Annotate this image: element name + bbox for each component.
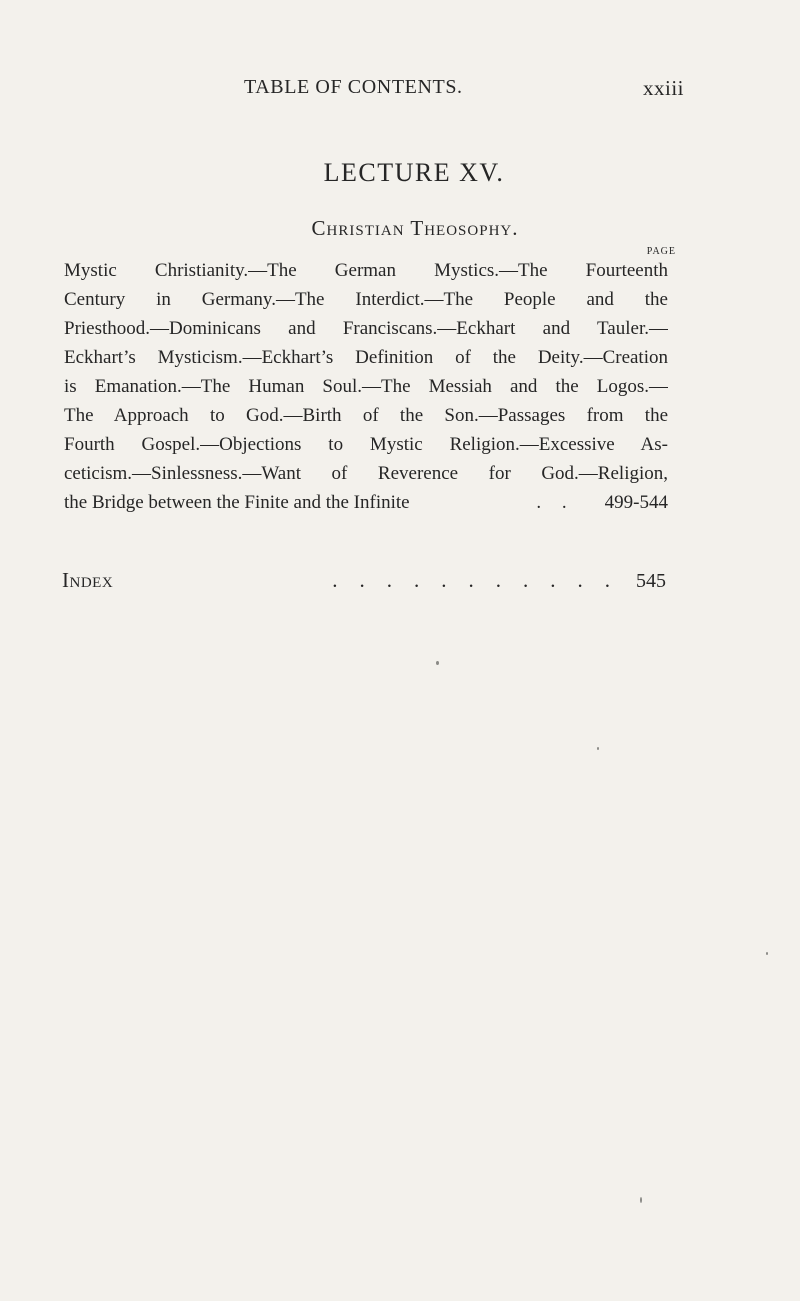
index-entry xyxy=(62,568,666,600)
paper-speck xyxy=(436,661,439,665)
summary-line: Century in Germany.—The Interdict.—The People and the xyxy=(64,289,668,310)
leader-dots: ........... xyxy=(332,568,632,592)
paper-speck xyxy=(640,1197,642,1203)
lecture-title: LECTURE XV. xyxy=(323,158,505,187)
lecture-summary xyxy=(64,256,668,517)
page-number: xxiii xyxy=(642,76,684,100)
running-head xyxy=(244,76,684,104)
index-page-number: 545 xyxy=(636,570,666,592)
page-range: 499-544 xyxy=(604,492,668,513)
summary-last-line-text: the Bridge between the Finite and the Infinite xyxy=(64,492,410,513)
summary-line: is Emanation.—The Human Soul.—The Messiah and the Logos.— xyxy=(64,376,668,397)
summary-line: Mystic Christianity.—The German Mystics.—The Fourteenth xyxy=(64,260,668,281)
running-title: TABLE OF CONTENTS. xyxy=(244,76,463,98)
summary-last-line xyxy=(64,488,668,517)
summary-line: Priesthood.—Dominicans and Franciscans.—Eckhart and Tauler.— xyxy=(64,318,668,339)
paper-speck xyxy=(766,952,768,955)
summary-line: Fourth Gospel.—Objections to Mystic Religion.—Excessive As- xyxy=(64,434,668,455)
summary-line: The Approach to God.—Birth of the Son.—Passages from the xyxy=(64,405,668,426)
paper-speck xyxy=(597,747,599,750)
lecture-subtitle: Christian Theosophy. xyxy=(311,216,519,240)
summary-line: Eckhart’s Mysticism.—Eckhart’s Definition of the Deity.—Creation xyxy=(64,347,668,368)
summary-line: ceticism.—Sinlessness.—Want of Reverence for God.—Religion, xyxy=(64,463,668,484)
page-column-label: PAGE xyxy=(646,246,676,257)
leader-dots: . . xyxy=(536,492,575,513)
index-label: Index xyxy=(62,568,114,592)
